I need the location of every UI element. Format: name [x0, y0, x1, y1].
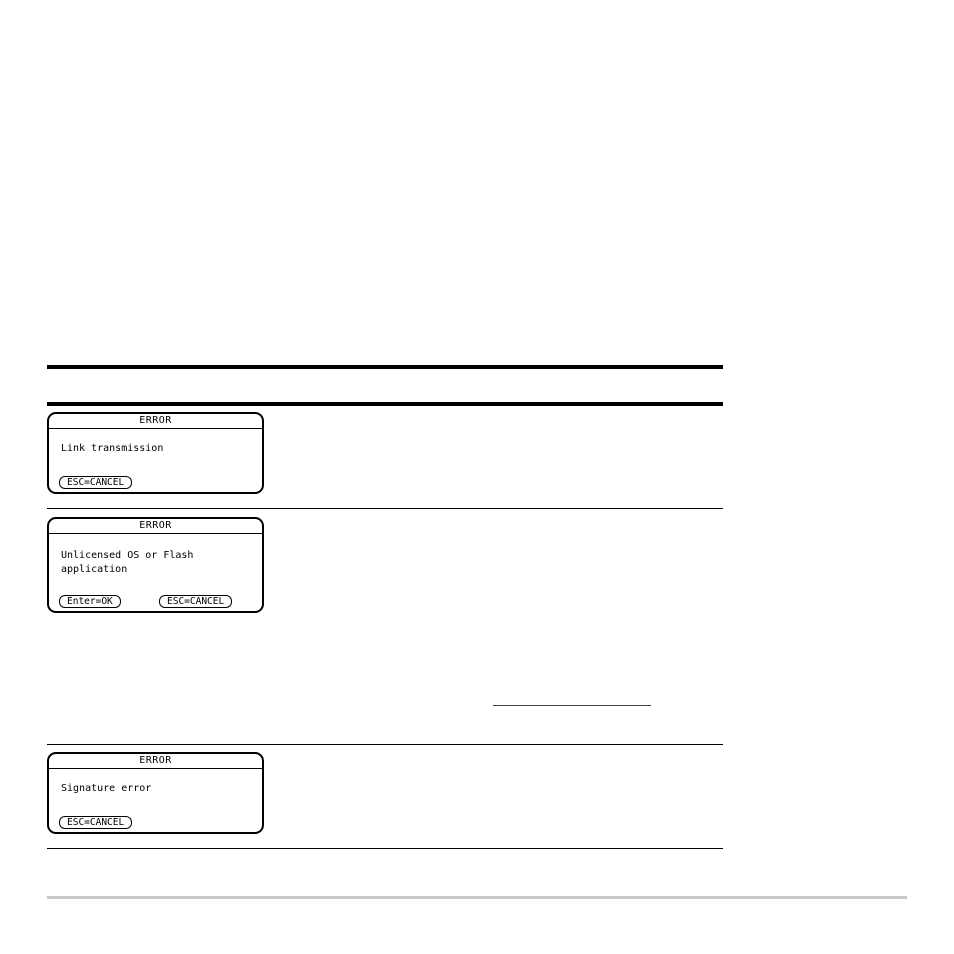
footer-rule — [47, 896, 907, 899]
error-screen-link-transmission — [47, 412, 264, 494]
error-screen-signature — [47, 752, 264, 834]
screen-title: ERROR — [49, 754, 262, 769]
screen-title: ERROR — [49, 414, 262, 429]
esc-cancel-button[interactable]: ESC=CANCEL — [59, 476, 132, 489]
screen-message: Unlicensed OS or Flash application — [61, 550, 194, 575]
screen-title: ERROR — [49, 519, 262, 534]
row-divider — [47, 744, 723, 745]
screen-message: Link transmission — [61, 443, 164, 454]
hyperlink-underline[interactable] — [493, 705, 651, 706]
esc-cancel-button[interactable]: ESC=CANCEL — [159, 595, 232, 608]
table-header-rule — [47, 402, 723, 406]
row-divider — [47, 508, 723, 509]
esc-cancel-button[interactable]: ESC=CANCEL — [59, 816, 132, 829]
table-top-rule — [47, 365, 723, 369]
table-bottom-rule — [47, 848, 723, 849]
screen-message: Signature error — [61, 783, 152, 794]
enter-ok-button[interactable]: Enter=OK — [59, 595, 121, 608]
error-screen-unlicensed — [47, 517, 264, 613]
